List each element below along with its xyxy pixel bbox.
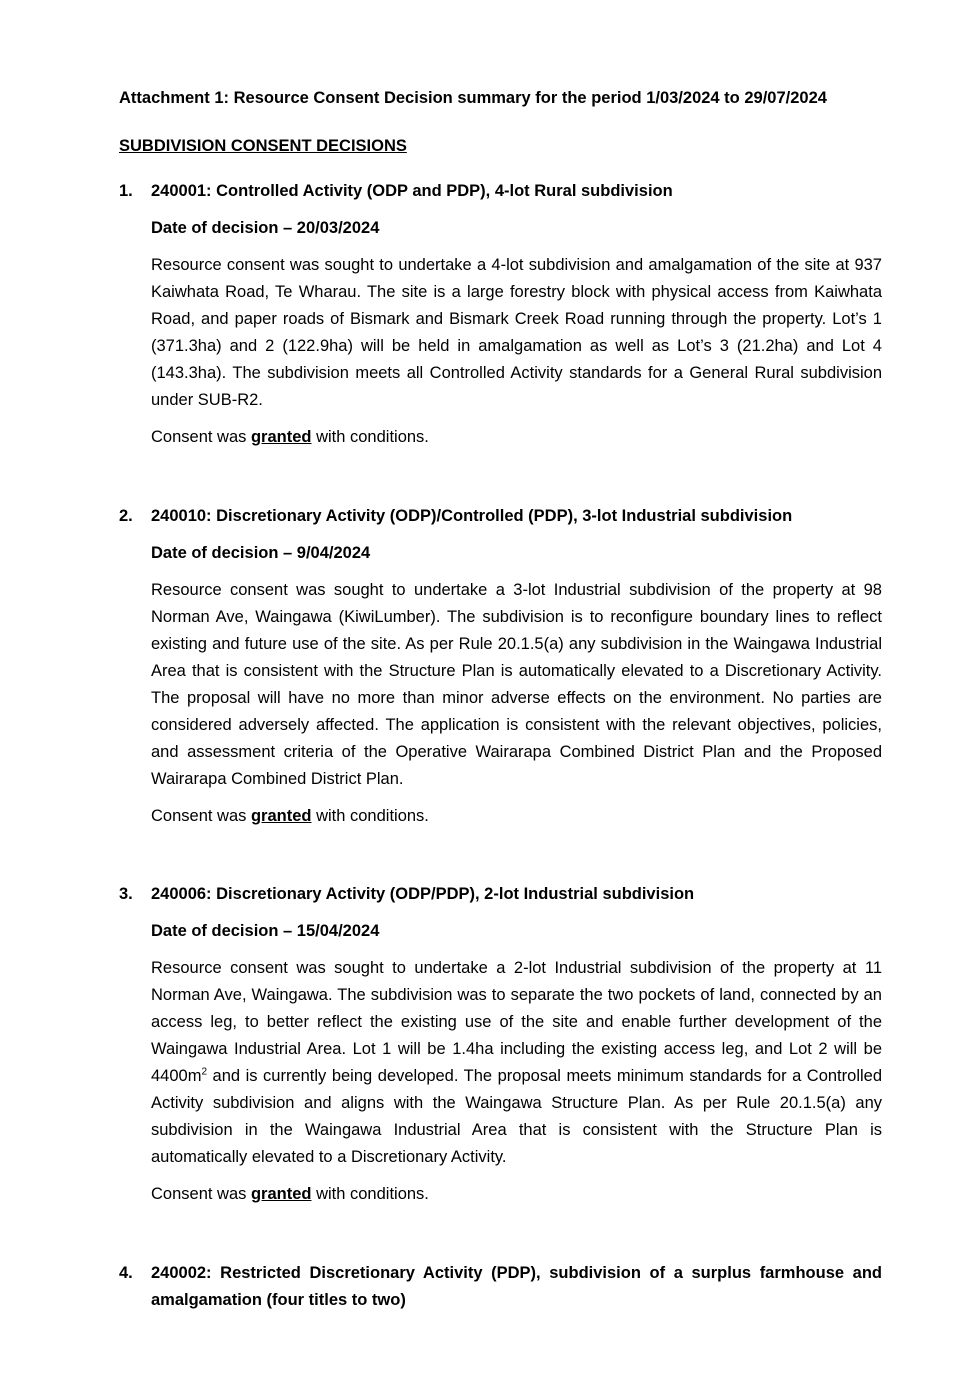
decision-date: Date of decision – 15/04/2024 <box>151 922 380 940</box>
document-title: Attachment 1: Resource Consent Decision summary for the period 1/03/2024 to 29/07/2024 <box>119 89 827 107</box>
consent-outcome <box>151 1182 882 1206</box>
decision-number: 4. <box>119 1264 133 1282</box>
consent-status: granted <box>250 428 312 446</box>
consent-suffix: with conditions. <box>311 428 429 446</box>
decision-heading-text: 240010: Discretionary Activity (ODP)/Controlled (PDP), 3-lot Industrial subdivision <box>151 507 793 525</box>
decision-number: 2. <box>119 507 133 525</box>
decision-heading <box>119 881 882 908</box>
decision-number: 1. <box>119 182 133 200</box>
consent-suffix: with conditions. <box>311 1185 429 1203</box>
decision-body-part2: and is currently being developed. The proposal meets minimum standards for a Controlled Activity subdivision and aligns with the Waingawa Structure Plan. As per Rule 20.1.5(a) any subdivision in the Waingawa Industrial Area that is consistent with the Structure Plan is automatically elevated to a Discretionary Activity. <box>151 1067 882 1166</box>
section-heading: SUBDIVISION CONSENT DECISIONS <box>119 137 407 155</box>
decision-heading-text: 240001: Controlled Activity (ODP and PDP), 4-lot Rural subdivision <box>151 182 673 200</box>
decision-heading <box>119 178 882 205</box>
decision-body-text: Resource consent was sought to undertake a 3-lot Industrial subdivision of the property at 98 Norman Ave, Waingawa (KiwiLumber). The subdivision is to reconfigure boundary lines to reflect existing and future use of the site. As per Rule 20.1.5(a) any subdivision in the Waingawa Industrial Area that is consistent with the Structure Plan is automatically elevated to a Discretionary Activity. The proposal will have no more than minor adverse effects on the environment. No parties are considered adversely affected. The application is consistent with the relevant objectives, policies, and assessment criteria of the Operative Wairarapa Combined District Plan and the Proposed Wairarapa Combined District Plan. <box>151 581 882 788</box>
decision-body <box>151 252 882 414</box>
decision-heading-text: 240002: Restricted Discretionary Activity (PDP), subdivision of a surplus farmhouse and amalgamation (four titles to two) <box>151 1264 882 1309</box>
consent-prefix: Consent was <box>151 428 251 446</box>
consent-prefix: Consent was <box>151 807 251 825</box>
decision-body <box>151 955 882 1171</box>
consent-outcome <box>151 804 882 828</box>
decision-heading <box>119 503 882 530</box>
decision-heading-text: 240006: Discretionary Activity (ODP/PDP), 2-lot Industrial subdivision <box>151 885 695 903</box>
decision-item <box>119 881 882 1206</box>
decision-body-part1: Resource consent was sought to undertake a 2-lot Industrial subdivision of the property at 11 Norman Ave, Waingawa. The subdivision was to separate the two pockets of land, connected by an access leg, to better reflect the existing use of the site and enable further development of the Waingawa Industrial Area. Lot 1 will be 1.4ha including the existing access leg, and Lot 2 will be 4400m <box>151 959 882 1085</box>
decision-body-text <box>151 955 882 1171</box>
superscript-2: 2 <box>201 1066 208 1078</box>
consent-suffix: with conditions. <box>311 807 429 825</box>
decision-body-text: Resource consent was sought to undertake a 4-lot subdivision and amalgamation of the site at 937 Kaiwhata Road, Te Wharau. The site is a large forestry block with physical access from Kaiwhata Road, and paper roads of Bismark and Bismark Creek Road running through the property. Lot’s 1 (371.3ha) and 2 (122.9ha) will be held in amalgamation as well as Lot’s 3 (21.2ha) and Lot 4 (143.3ha). The subdivision meets all Controlled Activity standards for a General Rural subdivision under SUB-R2. <box>151 256 882 409</box>
consent-status: granted <box>250 807 312 825</box>
decision-item <box>119 178 882 449</box>
decision-date: Date of decision – 9/04/2024 <box>151 544 371 562</box>
decision-body <box>151 577 882 793</box>
decision-item <box>119 1260 882 1314</box>
decision-date: Date of decision – 20/03/2024 <box>151 219 380 237</box>
decision-item <box>119 503 882 828</box>
consent-prefix: Consent was <box>151 1185 251 1203</box>
decision-heading <box>119 1260 882 1314</box>
decision-number: 3. <box>119 885 133 903</box>
consent-outcome <box>151 425 882 449</box>
consent-status: granted <box>250 1185 312 1203</box>
